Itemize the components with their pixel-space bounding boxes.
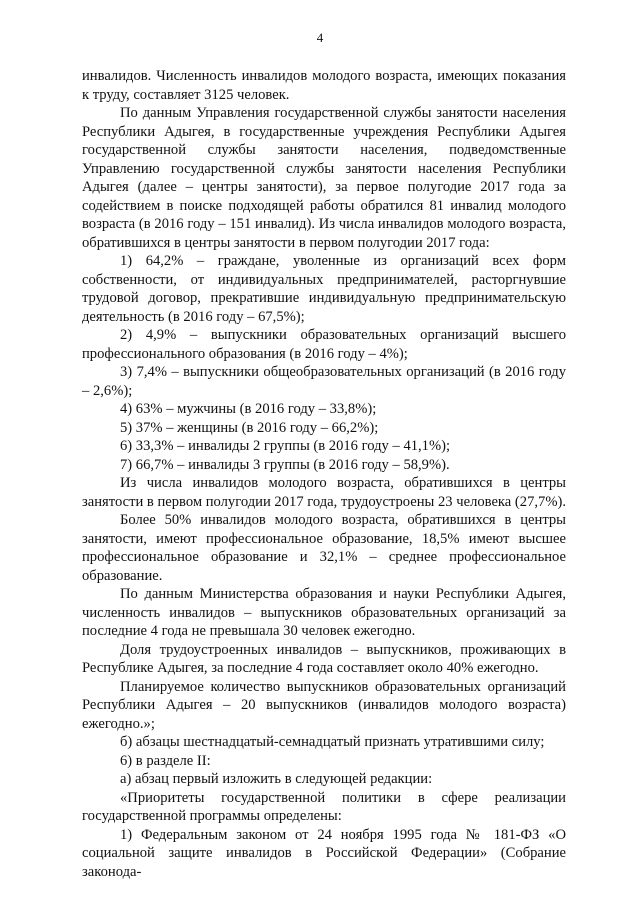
amendment-a: а) абзац первый изложить в следующей редакции:: [120, 771, 433, 787]
document-body: [82, 67, 566, 881]
paragraph-employed: Из числа инвалидов молодого возраста, обратившихся в центры занятости в первом полугодии 2017 года, трудоустроены 23 человека (27,7%).: [82, 475, 566, 510]
list-item-6: 6) 33,3% – инвалиды 2 группы (в 2016 году – 41,1%);: [120, 438, 451, 454]
paragraph-ministry: По данным Министерства образования и науки Республики Адыгея, численность инвалидов – выпускников образовательных организаций за последние 4 года не превышала 30 человек ежегодно.: [82, 586, 566, 639]
list-item-2: 2) 4,9% – выпускники образовательных организаций высшего профессионального образования (в 2016 году – 4%);: [82, 327, 566, 362]
paragraph-federal-law: 1) Федеральным законом от 24 ноября 1995 года № 181-ФЗ «О социальной защите инвалидов в Российской Федерации» (Собрание законода-: [82, 826, 566, 880]
list-item-3: 3) 7,4% – выпускники общеобразовательных организаций (в 2016 году – 2,6%);: [82, 364, 566, 399]
list-item-4: 4) 63% – мужчины (в 2016 году – 33,8%);: [120, 401, 377, 417]
amendment-6: 6) в разделе II:: [120, 752, 211, 769]
paragraph-education: Более 50% инвалидов молодого возраста, обратившихся в центры занятости, имеют профессиональное образование, 18,5% имеют высшее профессиональное образование и 32,1% – среднее профессиональное образование.: [82, 512, 566, 584]
paragraph-priorities: «Приоритеты государственной политики в сфере реализации государственной программы определены:: [82, 789, 566, 824]
paragraph-share-employed: Доля трудоустроенных инвалидов – выпускников, проживающих в Республике Адыгея, за последние 4 года составляет около 40% ежегодно.: [82, 641, 566, 676]
paragraph-employment-service: По данным Управления государственной службы занятости населения Республики Адыгея, в государственные учреждения Республики Адыгея государственной службы занятости населения, подведомственные Управлению государственной службы занятости населения Республики Адыгея (далее – центры занятости), за первое полугодие 2017 года за содействием в поиске подходящей работы обратился 81 инвалид молодого возраста (в 2016 году – 151 инвалид). Из числа инвалидов молодого возраста, обратившихся в центры занятости в первом полугодии 2017 года:: [82, 105, 566, 251]
list-item-5: 5) 37% – женщины (в 2016 году – 66,2%);: [120, 419, 379, 436]
paragraph-continuation: инвалидов. Численность инвалидов молодого возраста, имеющих показания к труду, составляет 3125 человек.: [82, 68, 566, 103]
paragraph-planned: Планируемое количество выпускников образовательных организаций Республики Адыгея – 20 выпускников (инвалидов молодого возраста) ежегодно.»;: [82, 678, 566, 732]
amendment-b: б) абзацы шестнадцатый-семнадцатый признать утратившими силу;: [120, 734, 545, 750]
list-item-1: 1) 64,2% – граждане, уволенные из организаций всех форм собственности, от индивидуальных предпринимателей, расторгнувшие трудовой договор, прекратившие индивидуальную предпринимательскую деятельность (в 2016 году – 67,5%);: [82, 253, 566, 325]
page-number: 4: [316, 30, 324, 45]
list-item-7: 7) 66,7% – инвалиды 3 группы (в 2016 году – 58,9%).: [120, 456, 450, 473]
